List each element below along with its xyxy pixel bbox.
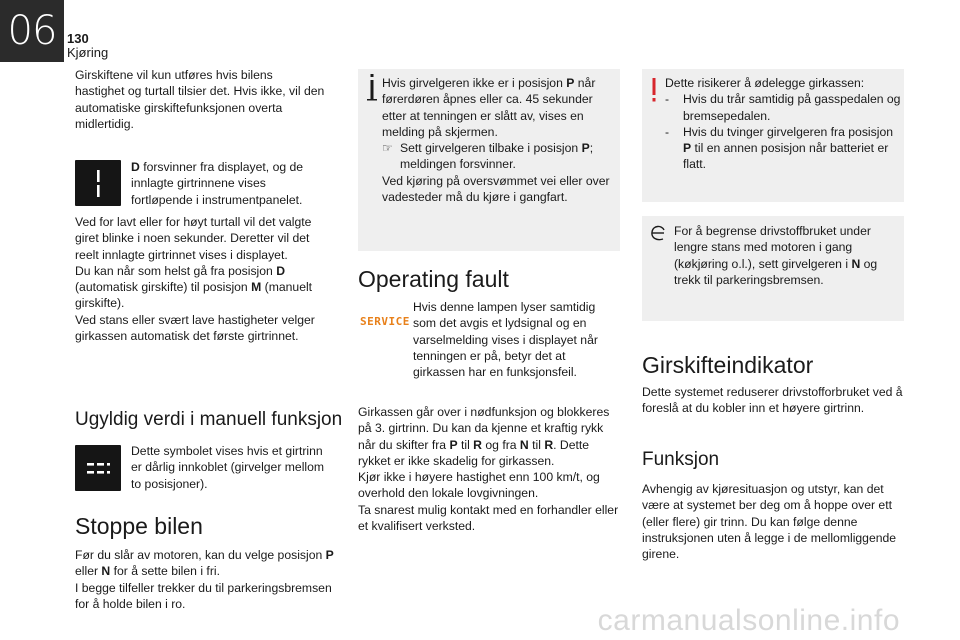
operating-fault-heading: Operating fault [358,266,509,292]
gear-indicator-text: Dette systemet reduserer drivstofforbruket ved å foreslå at du kobler inn et høyere girtrinn. [642,385,903,416]
arrow-bullet-icon: ☞ [382,141,393,156]
chapter-tab: 06 [0,0,64,62]
fault-paragraph: Girkassen går over i nødfunksjon og blokkeres på 3. girtrinn. Du kan da kjenne et kraftig rykk når du skifter fra P til R og fra N til R. Dette rykket er ikke skadelig for girkassen. Kjør ikke i høyere hastighet enn 100 km/t, og overhold den lokale lovgivningen. Ta snarest mulig kontakt med en forhandler eller et kvalifisert verksted. [358,405,619,534]
invalid-value-text: Dette symbolet vises hvis et girtrinn er dårlig innkoblet (girvelger mellom to posisjoner). [131,444,325,491]
warning-box-text: Dette risikerer å ødelegge girkassen: - Hvis du trår samtidig på gasspedalen og bremsepedalen. - Hvis du tvinger girvelgeren fra posisjon P til en annen posisjon når batteriet er flatt. [665,76,901,172]
invalid-gear-icon [75,445,121,491]
info-bullet: ☞ Sett girvelgeren tilbake i posisjon P; meldingen forsvinner. [382,141,594,172]
intro-paragraph: Girskiftene vil kun utføres hvis bilens hastighet og turtall tilsier det. Hvis ikke, vil den automatiske girskiftefunksjonen overta midlertidig. [75,68,325,131]
page-number: 130 [67,31,89,46]
d-description: D forsvinner fra displayet, og de innlagte girtrinnene vises fortløpende i instrumentpanelet. [131,160,304,207]
warning-bullet: - Hvis du trår samtidig på gasspedalen og bremsepedalen. [665,92,901,123]
invalid-value-heading: Ugyldig verdi i manuell funksjon [75,409,343,430]
stop-car-text: Før du slår av motoren, kan du velge posisjon P eller N for å sette bilen i fri. I begge tilfeller trekker du til parkeringsbremsen for å holde bilen i ro. [75,548,334,611]
eco-box-text: For å begrense drivstoffbruket under lengre stans med motoren i gang (køkjøring o.l.), sett girvelgeren i N og trekk til parkeringsbremsen. [674,224,878,287]
speed-paragraph: Ved for lavt eller for høyt turtall vil det valgte giret blinke i noen sekunder. Deretter vil det reelt innlagte girtrinnet vises i displayet. Du kan når som helst gå fra posisjon D (automatisk girskifte) til posisjon M (manuelt girskifte). Ved stans eller svært lave hastigheter velger girkassen automatisk det første girtrinnet. [75,215,315,344]
warning-bullet: - Hvis du tvinger girvelgeren fra posisjon P til en annen posisjon når batteriet er flatt. [665,124,893,172]
function-text: Avhengig av kjøresituasjon og utstyr, kan det være at systemet ber deg om å hoppe over ett (eller flere) gir trinn. Du kan følge denne instruksjonen uten å legge i de mellomliggende girene. [642,482,897,562]
section-name: Kjøring [67,45,109,60]
eco-leaf-icon [648,222,668,250]
watermark: carmanualsonline.info [597,604,900,637]
fault-lamp-text: Hvis denne lampen lyser samtidig som det avgis et lydsignal og en varselmelding vises i displayet når tenningen er på, betyr det at girkassen har en funksjonsfeil. [413,300,598,380]
exclamation-icon [647,72,661,110]
gear-indicator-heading: Girskifteindikator [642,352,814,378]
stop-car-heading: Stoppe bilen [75,513,203,539]
info-icon [364,70,380,111]
info-box-text: Hvis girvelgeren ikke er i posisjon P når førerdøren åpnes eller ca. 45 sekunder etter at tenningen er slått av, vises en melding på skjermen. ☞ Sett girvelgeren tilbake i posisjon P; meldingen forsvinner. Ved kjøring på oversvømmet vei eller over vadesteder må du kjøre i gangfart. [382,75,614,205]
function-heading: Funksjon [642,449,720,470]
service-warning-icon: SERVICE [360,315,410,328]
gear-display-icon [75,160,121,206]
